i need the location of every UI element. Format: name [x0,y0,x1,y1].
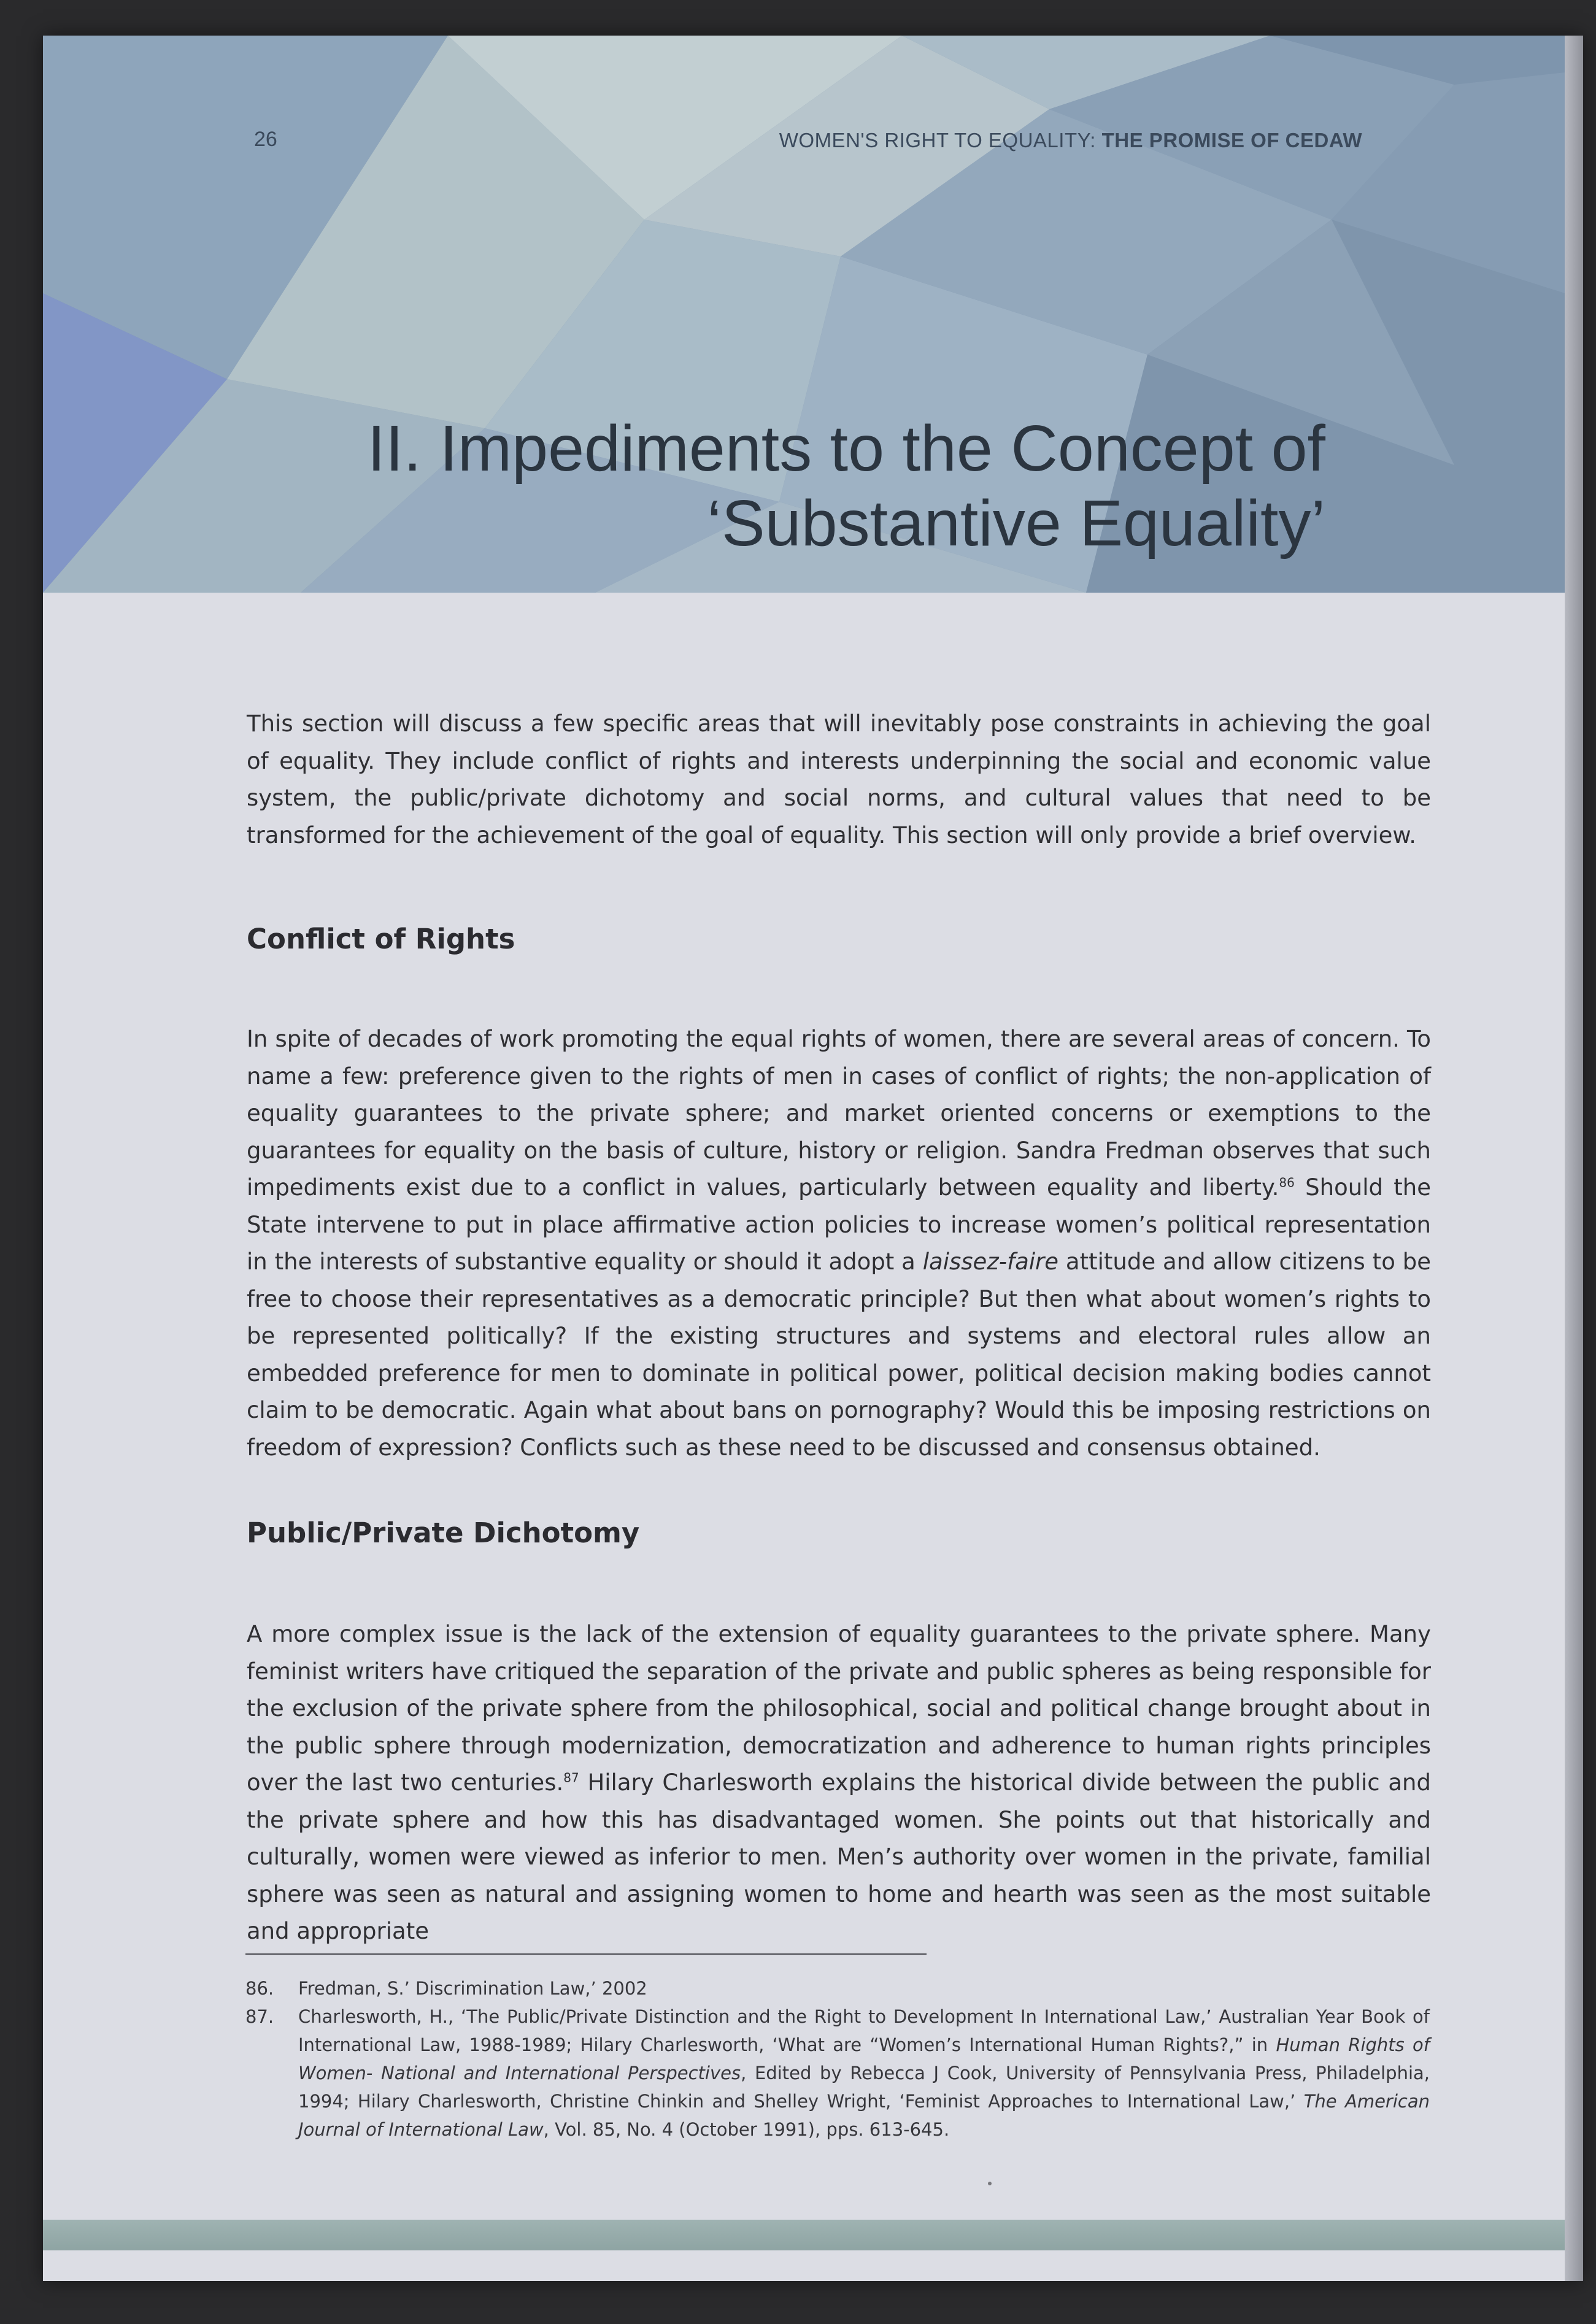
paragraph-text: Hilary Charlesworth explains the historical divide between the public and the private sphere and how this has disadvantaged women. She points out that historically and culturally, women were viewed as inferior to men. Men’s authority over women in the private, familial sphere was seen as natural and assigning women to home and hearth was seen as the most suitable and appropriate [247,1769,1431,1944]
section-heading-conflict-of-rights: Conflict of Rights [247,923,515,955]
paragraph-italic: laissez-faire [922,1249,1059,1275]
paragraph-text: A more complex issue is the lack of the extension of equality guarantees to the private sphere. Many feminist writers have critiqued the separation of the private and public spheres as being responsible for the exclusion of the private sphere from the philosophical, social and political change brought about in the public sphere through modernization, democratization and adherence to human rights principles over the last two centuries. [247,1621,1431,1796]
speck [988,2182,992,2185]
footnote-number: 86. [245,1978,274,1999]
running-header-bold: THE PROMISE OF CEDAW [1101,129,1362,152]
header-banner [43,36,1565,593]
footnote-number: 87. [245,2006,274,2027]
footnote-divider [245,1953,927,1955]
footnote-ref-87[interactable]: 87 [563,1770,579,1785]
footnote-87 [245,2003,1430,2144]
footnote-text-part: , Vol. 85, No. 4 (October 1991), pps. 613-645. [543,2119,950,2140]
page-edge [1565,36,1583,2281]
intro-paragraph: This section will discuss a few specific areas that will inevitably pose constraints in achieving the goal of equality. They include conflict of rights and interests underpinning the social and economic value system, the public/private dichotomy and social norms, and cultural values that need to be transformed for the achievement of the goal of equality. This section will only provide a brief overview. [247,710,1431,848]
footnote-ref-86[interactable]: 86 [1279,1175,1295,1190]
chapter-title-line1: II. Impediments to the Concept of [367,412,1325,485]
footnote-text: Fredman, S.’ Discrimination Law,’ 2002 [298,1978,647,1999]
bottom-color-band [43,2220,1565,2250]
paragraph-text: In spite of decades of work promoting the equal rights of women, there are several areas of concern. To name a few: preference given to the rights of men in cases of conflict of rights; the non-application of equality guarantees to the private sphere; and market oriented concerns or exemptions to the guarantees for equality on the basis of culture, history or religion. Sandra Fredman observes that such impediments exist due to a conflict in values, particularly between equality and liberty. [247,1026,1431,1201]
page-number: 26 [254,128,277,151]
paragraph-text: Should the State intervene to put in place affirmative action policies to increase women’s political representation in the interests of substantive equality or should it adopt a [247,1174,1431,1275]
conflict-of-rights-paragraph [247,1021,1431,1466]
chapter-title [368,411,1325,561]
footnote-86 [245,1974,1430,2003]
book-page [43,36,1583,2281]
footnote-text-part: , Edited by Rebecca J Cook, University of Pennsylvania Press, Philadelphia, 1994; Hilary Charlesworth, Christine Chinkin and Shelley Wright, ‘Feminist Approaches to International Law,’ [298,2063,1430,2112]
footnote-italic: The American Journal of International Law [298,2091,1430,2140]
paragraph-text: attitude and allow citizens to be free to choose their representatives as a democratic principle? But then what about women’s rights to be represented politically? If the existing structures and systems and electoral rules allow an embedded preference for men to dominate in political power, political decision making bodies cannot claim to be democratic. Again what about bans on pornography? Would this be imposing restrictions on freedom of expression? Conflicts such as these need to be discussed and consensus obtained. [247,1249,1431,1461]
running-header [779,129,1362,152]
footnote-text-part: Charlesworth, H., ‘The Public/Private Distinction and the Right to Development In International Law,’ Australian Year Book of International Law, 1988-1989; Hilary Charlesworth, ‘What are “Women’s International Human Rights?,” in [298,2006,1430,2055]
footnote-italic: Human Rights of Women- National and International Perspectives [298,2034,1430,2084]
footnote-text [298,2003,1430,2144]
chapter-title-line2: ‘Substantive Equality’ [707,487,1325,560]
public-private-paragraph [247,1616,1431,1950]
running-header-regular: WOMEN'S RIGHT TO EQUALITY: [779,129,1102,152]
section-heading-public-private: Public/Private Dichotomy [247,1517,640,1549]
footnotes [245,1974,1430,2144]
